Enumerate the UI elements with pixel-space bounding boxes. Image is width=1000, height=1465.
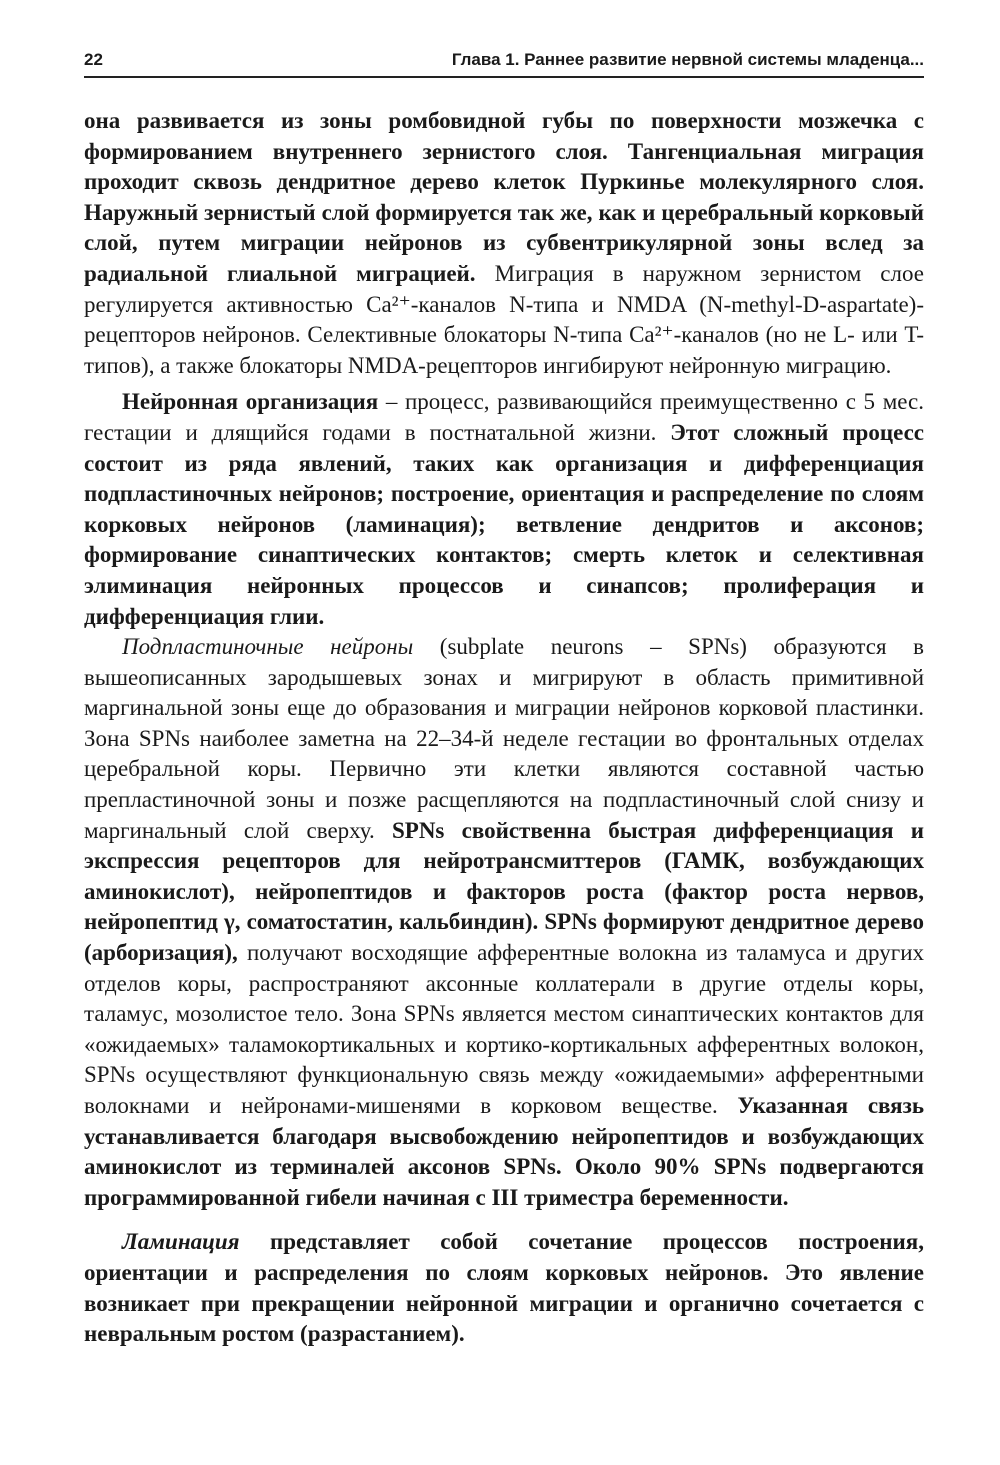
- paragraph-3-part-c: получают восходящие афферентные волокна из таламуса и других отделов коры, распространяют аксонные коллатерали в другие отделы коры, таламус, мозолистое тело. Зона SPNs является местом синаптических контактов для «ожидаемых» таламокортикальных и кортико-кортикальных афферентных волокон, SPNs осуществляют функциональную связь между «ожидаемыми» афферентными волокнами и нейронами-мишенями в корковом веществе.: [84, 940, 924, 1118]
- paragraph-2-regular-part: – процесс, развивающийся преимущественно с 5 мес. гестации и длящийся годами в постнатальной жизни.: [84, 389, 924, 445]
- page-number: 22: [84, 50, 103, 69]
- chapter-title: Глава 1. Раннее развитие нервной системы младенца...: [451, 50, 924, 69]
- paragraph-1: [84, 106, 924, 381]
- running-header: [84, 46, 924, 78]
- term-subplate-neurons: Подпластиночные нейроны: [122, 634, 414, 660]
- paragraph-4-text: представляет собой сочетание процессов построения, ориентации и распределения по слоям корковых нейронов. Это явление возникает при прекращении нейронной миграции и органично сочетается с невральным ростом (разрастанием).: [84, 1229, 924, 1347]
- paragraph-1-bold-part: она развивается из зоны ромбовидной губы по поверхности мозжечка с формированием внутреннего зернистого слоя. Тангенциальная миграция проходит сквозь дендритное дерево клеток Пуркинье молекулярного слоя. Наружный зернистый слой формируется так же, как и церебральный корковый слой, путем миграции нейронов из субвентрикулярной зоны вслед за радиальной глиальной миграцией.: [84, 108, 924, 286]
- paragraph-2: [84, 387, 924, 632]
- paragraph-3-part-a: (subplate neurons – SPNs) образуются в вышеописанных зародышевых зонах и мигрируют в область примитивной маргинальной зоны еще до образования и миграции нейронов корковой пластинки. Зона SPNs наиболее заметна на 22–34-й неделе гестации во фронтальных отделах церебральной коры. Первично эти клетки являются составной частью препластиночной зоны и позже расщепляются на подпластиночный слой снизу и маргинальный слой сверху.: [84, 634, 924, 843]
- paragraph-4: [84, 1227, 924, 1349]
- paragraph-3-part-d: Указанная связь устанавливается благодаря высвобождению нейропептидов и возбуждающих аминокислот из терминалей аксонов SPNs. Около 90% SPNs подвергаются программированной гибели начиная с III триместра беременности.: [84, 1093, 924, 1210]
- paragraph-3-part-b: SPNs свойственна быстрая дифференциация и экспрессия рецепторов для нейротрансмиттеров (ГАМК, возбуждающих аминокислот), нейропептидов и факторов роста (фактор роста нервов, нейропептид γ, соматостатин, кальбиндин). SPNs формируют дендритное дерево (арборизация),: [84, 817, 924, 966]
- term-neuronal-organization: Нейронная организация: [122, 389, 379, 415]
- paragraph-2-bold-part: Этот сложный процесс состоит из ряда явлений, таких как организация и дифференциация подпластиночных нейронов; построение, ориентация и распределение по слоям корковых нейронов (ламинация); ветвление дендритов и аксонов; формирование синаптических контактов; смерть клеток и селективная элиминация нейронных процессов и синапсов; пролиферация и дифференциация глии.: [84, 419, 924, 629]
- paragraph-1-regular-part: Миграция в наружном зернистом слое регулируется активностью Ca²⁺-каналов N-типа и NMDA (N-methyl-D-aspartate)-рецепторов нейронов. Селективные блокаторы N-типа Ca²⁺-каналов (но не L- или T-типов), а также блокаторы NMDA-рецепторов ингибируют нейронную миграцию.: [84, 260, 924, 378]
- term-lamination: Ламинация: [122, 1229, 240, 1255]
- paragraph-3: [84, 632, 924, 1213]
- body-text: [84, 106, 924, 1350]
